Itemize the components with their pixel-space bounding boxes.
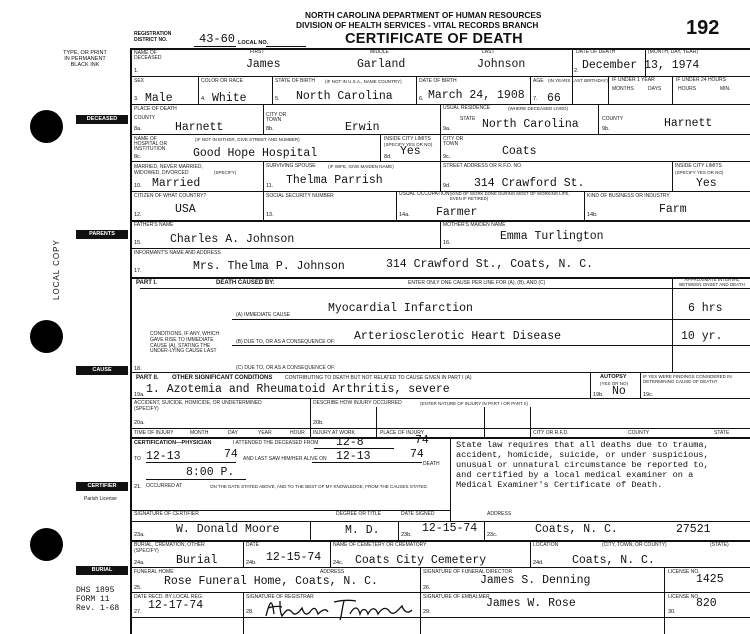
informant-name: Mrs. Thelma P. Johnson bbox=[193, 260, 345, 273]
interval-b: 10 yr. bbox=[681, 330, 723, 343]
findings-label: IF YES WERE FINDINGS CONSIDERED IN DETERMINING CAUSE OF DEATH? bbox=[643, 374, 732, 384]
agency-line-2: DIVISION OF HEALTH SERVICES - VITAL RECORDS BRANCH bbox=[296, 20, 539, 30]
cemetery-label: NAME OF CEMETERY OR CREMATORY bbox=[333, 542, 427, 548]
cause-line-a: Myocardial Infarction bbox=[328, 302, 473, 315]
registrar-name bbox=[262, 596, 270, 597]
day-label: DAY bbox=[228, 430, 238, 436]
under-24-label: IF UNDER 24 HOURS bbox=[676, 77, 727, 83]
race-label: COLOR OR RACE bbox=[201, 78, 243, 84]
inj-county-label: COUNTY bbox=[628, 430, 650, 436]
ink-note: TYPE, OR PRINT IN PERMANENT BLACK INK bbox=[63, 50, 107, 68]
item-24b: 24b. bbox=[246, 560, 257, 566]
item-27: 27. bbox=[134, 609, 142, 615]
local-copy-label: LOCAL COPY bbox=[52, 239, 61, 300]
last-saw-text: AND LAST SAW HIM/HER ALIVE ON bbox=[243, 456, 327, 462]
father-label: FATHER'S NAME bbox=[134, 222, 174, 228]
attended-to: 12-13 bbox=[146, 450, 181, 463]
middle-label: MIDDLE bbox=[370, 49, 389, 55]
mother-name: Emma Turlington bbox=[500, 230, 604, 243]
registration-number: 43-60 bbox=[199, 32, 236, 46]
item-15: 15. bbox=[134, 240, 142, 246]
item-30: 30. bbox=[668, 609, 676, 615]
month-label: MONTH bbox=[190, 430, 209, 436]
spouse-name: Thelma Parrish bbox=[286, 174, 383, 187]
date-of-death: December 13, 1974 bbox=[582, 59, 700, 72]
item-24a: 24a. bbox=[134, 560, 145, 566]
place-injury-label: PLACE OF INJURY bbox=[380, 430, 425, 436]
registrar-signature bbox=[262, 596, 417, 622]
under-1-days: DAYS bbox=[648, 86, 662, 92]
hour-label: HOUR bbox=[290, 430, 305, 436]
funeral-address-label: ADDRESS bbox=[320, 569, 345, 575]
to-label: TO bbox=[134, 456, 141, 462]
business-value: Farm bbox=[659, 203, 687, 216]
funeral-director-label: SIGNATURE OF FUNERAL DIRECTOR bbox=[423, 569, 513, 575]
last-saw-date: 12-13 bbox=[336, 450, 371, 463]
autopsy-sub: (YES OR NO) bbox=[600, 381, 629, 386]
date-received-label: DATE RECD. BY LOCAL REG. bbox=[134, 594, 204, 600]
county-of-death: Harnett bbox=[175, 121, 224, 134]
certifier-name: W. Donald Moore bbox=[176, 523, 280, 536]
marital-sub: (SPECIFY) bbox=[214, 170, 237, 175]
item-9d: 9d. bbox=[443, 183, 451, 189]
date-signed-label: DATE SIGNED bbox=[401, 511, 435, 517]
funeral-home: Rose Funeral Home, Coats, N. C. bbox=[164, 575, 378, 588]
first-label: FIRST bbox=[250, 49, 265, 55]
date-of-death-sub: (MONTH, DAY, YEAR) bbox=[648, 49, 699, 55]
item-19b: 19b. bbox=[593, 392, 604, 398]
burial-method: Burial bbox=[176, 554, 218, 567]
certification-label: CERTIFICATION—PHYSICIAN bbox=[134, 440, 212, 446]
section-tab-certifier: CERTIFIER bbox=[76, 482, 128, 491]
inj-city-label: CITY OR R.F.D. bbox=[533, 430, 569, 436]
age-value: 66 bbox=[547, 92, 561, 105]
medical-examiner-note: State law requires that all deaths due to trauma, accident, homicide, suicide, or under suspicious, unusual or unnatural circumstance be reported to, and certified by a local medical examiner on a Medical Examiner's Certificate of Death. bbox=[456, 440, 709, 490]
inside-limits-sub: (SPECIFY YES OR NO) bbox=[384, 142, 433, 147]
burial-location: Coats, N. C. bbox=[572, 554, 655, 567]
embalmer-license: 820 bbox=[696, 597, 717, 610]
director-license-label: LICENSE NO. bbox=[668, 569, 700, 575]
autopsy-value: No bbox=[612, 385, 626, 398]
punch-hole-3 bbox=[30, 528, 63, 561]
agency-line-1: NORTH CAROLINA DEPARTMENT OF HUMAN RESOURCES bbox=[305, 10, 542, 20]
other-conditions-label: OTHER SIGNIFICANT CONDITIONS bbox=[172, 375, 273, 381]
how-injury-label: DESCRIBE HOW INJURY OCCURRED bbox=[313, 400, 402, 406]
item-24d: 24d. bbox=[533, 560, 544, 566]
res-inside-sub: (SPECIFY YES OR NO) bbox=[675, 170, 724, 175]
citizen-country: USA bbox=[175, 203, 196, 216]
item-3: 3. bbox=[134, 96, 139, 102]
embalmer-label: SIGNATURE OF EMBALMER bbox=[423, 594, 490, 600]
occurred-time: 8:00 P. bbox=[186, 466, 235, 479]
burial-state-label: (STATE) bbox=[710, 542, 729, 548]
certifier-sub: Parish License bbox=[84, 496, 117, 502]
city-of-death: Erwin bbox=[345, 121, 380, 134]
inside-limits-value: Yes bbox=[400, 145, 421, 158]
item-6: 6. bbox=[419, 96, 424, 102]
item-28: 28. bbox=[246, 609, 254, 615]
item-9c: 9c. bbox=[443, 154, 451, 160]
city-label: CITY OR TOWN bbox=[266, 112, 287, 123]
interval-label: APPROXIMATE INTERVAL BETWEEN ONSET AND DEATH bbox=[679, 277, 745, 287]
cause-line-b: Arteriosclerotic Heart Disease bbox=[354, 330, 562, 343]
degree-label: DEGREE OR TITLE bbox=[336, 511, 381, 517]
page-title: CERTIFICATE OF DEATH bbox=[345, 31, 523, 47]
res-inside-label: INSIDE CITY LIMITS bbox=[675, 163, 722, 169]
residence-inside-limits: Yes bbox=[696, 177, 717, 190]
marital-status: Married bbox=[152, 177, 201, 190]
burial-method-sub: (SPECIFY) bbox=[134, 548, 159, 554]
one-cause-note: ENTER ONLY ONE CAUSE PER LINE FOR (A), (B), AND (C) bbox=[408, 280, 546, 286]
under-1-label: IF UNDER 1 YEAR bbox=[612, 77, 655, 83]
attended-from: 12-8 bbox=[336, 436, 364, 449]
item-21: 21. bbox=[134, 484, 142, 490]
registration-label: REGISTRATION DISTRICT NO. bbox=[134, 31, 172, 43]
attended-from-year: 74 bbox=[415, 434, 429, 447]
item-9b: 9b. bbox=[602, 126, 610, 132]
occupation-label: USUAL OCCUPATION bbox=[399, 191, 450, 197]
item-8c: 8c. bbox=[134, 154, 142, 160]
punch-hole-2 bbox=[30, 320, 63, 353]
burial-date-label: DATE bbox=[246, 542, 259, 548]
part-1-label: PART I. bbox=[136, 280, 157, 286]
spouse-label: SURVIVING SPOUSE bbox=[266, 163, 316, 169]
certificate-number: 192 bbox=[686, 17, 720, 39]
residence-city: Coats bbox=[502, 145, 537, 158]
birth-state-sub: (IF NOT IN U.S.A., NAME COUNTRY) bbox=[325, 79, 402, 84]
burial-location-label: LOCATION bbox=[533, 542, 559, 548]
item-11: 11. bbox=[266, 183, 274, 189]
local-no-label: LOCAL NO. bbox=[238, 40, 269, 46]
embalmer-license-label: LICENSE NO. bbox=[668, 594, 700, 600]
line-a-label: (A) IMMEDIATE CAUSE bbox=[236, 312, 291, 318]
date-received: 12-17-74 bbox=[148, 599, 204, 612]
under-24-min: MIN. bbox=[720, 86, 731, 92]
punch-hole-1 bbox=[30, 110, 63, 143]
line-b-label: (B) DUE TO, OR AS A CONSEQUENCE OF: bbox=[236, 339, 336, 345]
mother-label: MOTHER'S MAIDEN NAME bbox=[443, 222, 506, 228]
cert-address-label: ADDRESS bbox=[487, 511, 512, 517]
certifier-address: Coats, N. C. bbox=[535, 523, 618, 536]
item-20b: 20b. bbox=[313, 420, 324, 426]
occurred-text: ON THE DATE STATED ABOVE, AND TO THE BEST OF MY KNOWLEDGE, FROM THE CAUSES STATED. bbox=[210, 484, 429, 489]
citizen-label: CITIZEN OF WHAT COUNTRY? bbox=[134, 193, 207, 199]
race-value: White bbox=[212, 92, 247, 105]
item-20a: 20a. bbox=[134, 420, 145, 426]
age-label: AGE bbox=[533, 78, 544, 84]
autopsy-label: AUTOPSY bbox=[600, 374, 627, 380]
item-14a: 14a. bbox=[399, 212, 410, 218]
name-label: NAME OF DECEASED bbox=[134, 50, 162, 61]
accident-sub: (SPECIFY) bbox=[134, 406, 159, 412]
usual-residence-sub: (WHERE DECEASED LIVED) bbox=[508, 106, 569, 111]
director-license: 1425 bbox=[696, 573, 724, 586]
item-14b: 14b. bbox=[587, 212, 598, 218]
date-of-death-label: DATE OF DEATH bbox=[576, 49, 616, 55]
item-19a: 19a. bbox=[134, 392, 145, 398]
residence-state: North Carolina bbox=[482, 118, 579, 131]
section-tab-burial: BURIAL bbox=[76, 566, 128, 575]
item-1: 1. bbox=[134, 68, 139, 74]
occupation-value: Farmer bbox=[436, 206, 478, 219]
certifier-degree: M. D. bbox=[345, 524, 380, 537]
attended-text: I ATTENDED THE DECEASED FROM bbox=[233, 440, 319, 446]
occurred-label: OCCURRED AT bbox=[146, 483, 183, 489]
street-address: 314 Crawford St. bbox=[474, 177, 585, 190]
age-sub: (IN YEARS LAST BIRTHDAY) bbox=[548, 78, 608, 83]
deceased-middle-name: Garland bbox=[357, 58, 406, 71]
deceased-first-name: James bbox=[246, 58, 281, 71]
date-signed: 12-15-74 bbox=[422, 522, 478, 535]
birth-state: North Carolina bbox=[296, 90, 393, 103]
section-tab-cause: CAUSE bbox=[76, 366, 128, 375]
item-26: 26. bbox=[423, 585, 431, 591]
res-state-label: STATE bbox=[460, 116, 476, 122]
conditions-note: CONDITIONS, IF ANY, WHICH GAVE RISE TO IMMEDIATE CAUSE (A), STATING THE UNDER-LYING CAUSE LAST bbox=[150, 331, 220, 355]
birth-date-label: DATE OF BIRTH bbox=[419, 78, 457, 84]
caused-by-label: DEATH CAUSED BY: bbox=[216, 280, 275, 286]
marital-label: MARRIED, NEVER MARRIED, WIDOWED, DIVORCED bbox=[134, 164, 203, 176]
ssn-label: SOCIAL SECURITY NUMBER bbox=[266, 193, 334, 199]
item-24c: 24c. bbox=[333, 560, 344, 566]
birth-state-label: STATE OF BIRTH bbox=[275, 78, 316, 84]
place-of-death-label: PLACE OF DEATH bbox=[134, 106, 177, 112]
item-8b: 8b. bbox=[266, 126, 274, 132]
item-9a: 9a. bbox=[443, 126, 451, 132]
business-label: KIND OF BUSINESS OR INDUSTRY bbox=[587, 193, 670, 199]
last-label: LAST bbox=[482, 49, 495, 55]
res-county-label: COUNTY bbox=[602, 116, 624, 122]
other-conditions-sub: CONTRIBUTING TO DEATH BUT NOT RELATED TO CAUSE GIVEN IN PART I (A) bbox=[285, 375, 472, 381]
item-23a: 23a. bbox=[134, 532, 145, 538]
year-label: YEAR bbox=[258, 430, 272, 436]
hospital-name: Good Hope Hospital bbox=[193, 147, 318, 160]
deceased-last-name: Johnson bbox=[477, 58, 526, 71]
informant-label: INFORMANT'S NAME AND ADDRESS bbox=[134, 250, 221, 256]
burial-method-label: BURIAL, CREMATION, OTHER bbox=[134, 542, 205, 548]
birth-date: March 24, 1908 bbox=[428, 89, 525, 102]
item-13: 13. bbox=[266, 212, 274, 218]
form-code: DHS 1895 FORM 11 Rev. 1-68 bbox=[76, 586, 120, 613]
usual-residence-label: USUAL RESIDENCE bbox=[443, 105, 491, 111]
registrar-label: SIGNATURE OF REGISTRAR bbox=[246, 594, 314, 600]
occupation-sub: (KIND OF WORK DONE DURING MOST OF WORKING LIFE, EVEN IF RETIRED) bbox=[450, 191, 570, 201]
signature-label: SIGNATURE OF CERTIFIER bbox=[134, 511, 199, 517]
certifier-zip: 27521 bbox=[676, 523, 711, 536]
item-8d: 8d. bbox=[384, 154, 392, 160]
item-7: 7. bbox=[533, 96, 538, 102]
item-8a: 8a. bbox=[134, 126, 142, 132]
cemetery-name: Coats City Cemetery bbox=[355, 554, 487, 567]
hospital-sub: (IF NOT IN EITHER, GIVE STREET AND NUMBER) bbox=[195, 137, 300, 142]
embalmer-name: James W. Rose bbox=[486, 597, 576, 610]
county-label: COUNTY bbox=[134, 115, 156, 121]
item-17: 17. bbox=[134, 268, 142, 274]
informant-address: 314 Crawford St., Coats, N. C. bbox=[386, 258, 594, 271]
under-1-months: MONTHS bbox=[612, 86, 634, 92]
item-16: 16. bbox=[443, 240, 451, 246]
item-23c: 23c. bbox=[487, 532, 498, 538]
burial-location-sub: (CITY, TOWN, OR COUNTY) bbox=[602, 542, 667, 548]
item-4: 4. bbox=[201, 96, 206, 102]
sex-label: SEX bbox=[134, 78, 145, 84]
under-24-hours: HOURS bbox=[678, 86, 697, 92]
line-c-label: (C) DUE TO, OR AS A CONSEQUENCE OF: bbox=[236, 365, 336, 371]
death-label: DEATH bbox=[423, 461, 440, 467]
item-18: 18. bbox=[134, 366, 142, 372]
item-25: 25. bbox=[134, 585, 142, 591]
section-tab-parents: PARENTS bbox=[76, 230, 128, 239]
hospital-label: NAME OF HOSPITAL OR INSTITUTION bbox=[134, 136, 168, 152]
item-19c: 19c. bbox=[643, 392, 654, 398]
item-23b: 23b. bbox=[401, 532, 412, 538]
other-conditions: 1. Azotemia and Rheumatoid Arthritis, severe bbox=[146, 383, 450, 396]
at-work-label: INJURY AT WORK bbox=[313, 430, 355, 436]
part-2-label: PART II. bbox=[136, 375, 159, 381]
sex-value: Male bbox=[145, 92, 173, 105]
funeral-director: James S. Denning bbox=[480, 574, 591, 587]
funeral-home-label: FUNERAL HOME bbox=[134, 569, 174, 575]
accident-label: ACCIDENT, SUICIDE, HOMICIDE, OR UNDETERMINED bbox=[134, 400, 262, 406]
item-12: 12. bbox=[134, 212, 142, 218]
father-name: Charles A. Johnson bbox=[170, 233, 295, 246]
how-injury-sub: (ENTER NATURE OF INJURY IN PART I OR PART II) bbox=[420, 401, 529, 406]
street-label: STREET ADDRESS OR R.F.D. NO. bbox=[443, 163, 523, 169]
inj-state-label: STATE bbox=[714, 430, 730, 436]
item-10: 10. bbox=[134, 183, 142, 189]
item-5: 5. bbox=[275, 96, 280, 102]
spouse-sub: (IF WIFE, GIVE MAIDEN NAME) bbox=[328, 164, 394, 169]
item-29: 29. bbox=[423, 609, 431, 615]
res-city-label: CITY OR TOWN bbox=[443, 136, 464, 147]
last-saw-year: 74 bbox=[410, 448, 424, 461]
attended-to-year: 74 bbox=[224, 448, 238, 461]
interval-a: 6 hrs bbox=[688, 302, 723, 315]
item-2: 2. bbox=[574, 68, 579, 74]
section-tab-deceased: DECEASED bbox=[76, 115, 128, 124]
inside-limits-label: INSIDE CITY LIMITS bbox=[384, 136, 431, 142]
burial-date: 12-15-74 bbox=[266, 551, 322, 564]
residence-county: Harnett bbox=[664, 117, 713, 130]
time-injury-label: TIME OF INJURY bbox=[134, 430, 174, 436]
